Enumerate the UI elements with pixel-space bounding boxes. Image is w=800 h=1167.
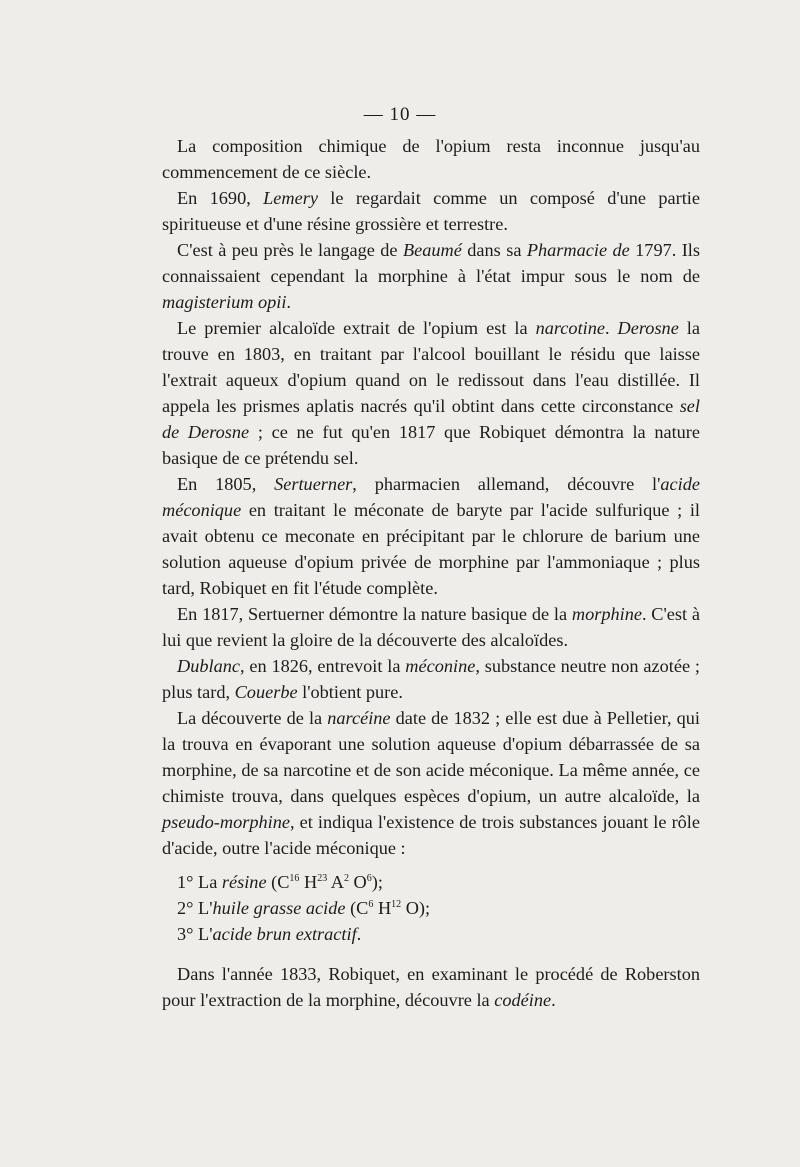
- paragraph-5: En 1805, Sertuerner, pharmacien allemand, découvre l'acide méconique en traitant le méconate de baryte par l'acide sulfurique ; il avait obtenu ce meconate en précipitant par le chlorure de barium une solution aqueuse d'opium privée de morphine par l'ammoniaque ; plus tard, Robiquet en fit l'étude complète.: [162, 474, 700, 598]
- paragraph-6: En 1817, Sertuerner démontre la nature basique de la morphine. C'est à lui que revient la gloire de la découverte des alcaloïdes.: [162, 604, 701, 650]
- term-meconine: méconine: [405, 656, 476, 676]
- page-body: [162, 133, 700, 1013]
- name-couerbe: Couerbe: [234, 682, 298, 702]
- page-number: — 10 —: [363, 104, 437, 125]
- paragraph-3: C'est à peu près le langage de Beaumé dans sa Pharmacie de 1797. Ils connaissaient cependant la morphine à l'état impur sous le nom de magisterium opii.: [162, 240, 700, 312]
- paragraph-8: La découverte de la narcéine date de 1832 ; elle est due à Pelletier, qui la trouva en évaporant une solution aqueuse d'opium débarrassée de sa morphine, de sa narcotine et de son acide méconique. La même année, ce chimiste trouva, dans quelques espèces d'opium, un autre alcaloïde, la pseudo-morphine, et indiqua l'existence de trois substances jouant le rôle d'acide, outre l'acide méconique :: [162, 708, 700, 858]
- name-beaume: Beaumé: [402, 240, 462, 260]
- term-pseudo-morphine: pseudo-morphine: [162, 812, 290, 832]
- name-derosne: Derosne: [617, 318, 679, 338]
- term-narcotine: narcotine: [535, 318, 605, 338]
- list-item-resine: 1° La résine ($C^{16}$ $H^{23}$ $A^2$ $O^6$);: [177, 872, 383, 892]
- title-pharmacie: Pharmacie de: [526, 240, 630, 260]
- term-morphine: morphine: [571, 604, 642, 624]
- term-acide-meconique: acide méconique: [162, 474, 700, 520]
- list-item-huile: 2° L'huile grasse acide ($C^6$ $H^{12}$ O);: [177, 898, 431, 918]
- name-sertuerner: Sertuerner: [274, 474, 353, 494]
- term-sel-de-derosne: sel de Derosne: [162, 396, 700, 442]
- term-narceine: narcéine: [327, 708, 391, 728]
- paragraph-1: La composition chimique de l'opium resta inconnue jusqu'au commencement de ce siècle.: [162, 136, 700, 182]
- paragraph-9: Dans l'année 1833, Robiquet, en examinant le procédé de Roberston pour l'extraction de la morphine, découvre la codéine.: [162, 964, 700, 1010]
- name-lemery: Lemery: [263, 188, 318, 208]
- paragraph-2: En 1690, Lemery le regardait comme un composé d'une partie spiritueuse et d'une résine grossière et terrestre.: [162, 188, 700, 234]
- paragraph-7: Dublanc, en 1826, entrevoit la méconine, substance neutre non azotée ; plus tard, Couerbe l'obtient pure.: [162, 656, 700, 702]
- list-item-acide-brun: 3° L'acide brun extractif.: [177, 924, 362, 944]
- term-magisterium: magisterium opii: [162, 292, 287, 312]
- paragraph-4: Le premier alcaloïde extrait de l'opium est la narcotine. Derosne la trouve en 1803, en traitant par l'alcool bouillant le résidu que laisse l'extrait aqueux d'opium quand on le redissout dans l'eau distillée. Il appela les prismes aplatis nacrés qu'il obtint dans cette circonstance sel de Derosne ; ce ne fut qu'en 1817 que Robiquet démontra la nature basique de ce prétendu sel.: [162, 318, 700, 468]
- name-dublanc: Dublanc: [177, 656, 240, 676]
- term-codeine: codéine: [494, 990, 552, 1010]
